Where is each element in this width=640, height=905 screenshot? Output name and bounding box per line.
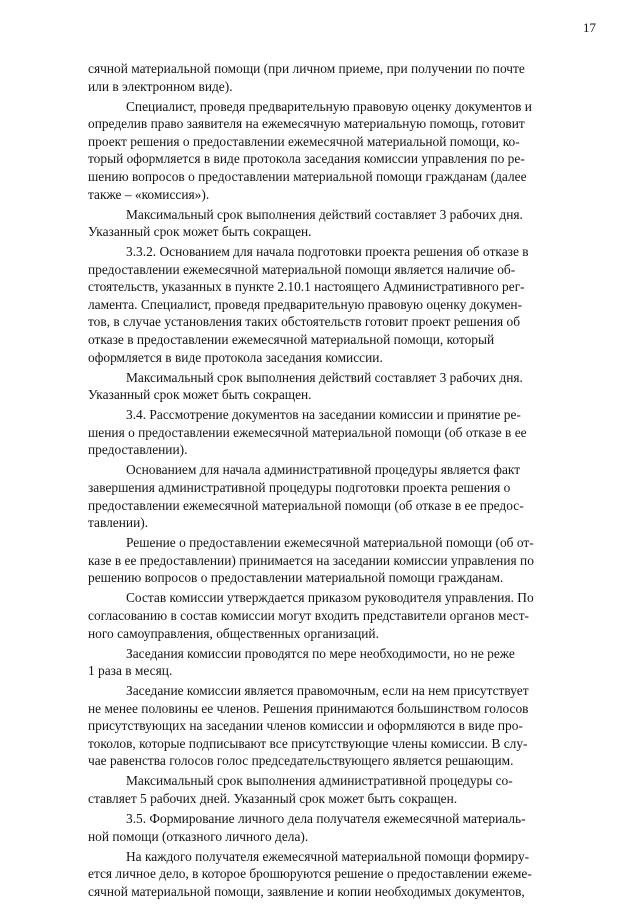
- page-number: 17: [583, 20, 596, 35]
- text-line: 3.5. Формирование личного дела получателя ежемесячной материаль-: [126, 811, 526, 827]
- paragraph: [88, 369, 600, 404]
- text-line: На каждого получателя ежемесячной материальной помощи формиру-: [126, 848, 530, 864]
- text-line: сячной материальной помощи (при личном приеме, при получении по почте: [88, 61, 525, 76]
- text-line: ного самоуправления, общественных организаций.: [88, 625, 379, 641]
- text-line: завершения административной процедуры подготовки проекта решения о: [88, 480, 511, 495]
- text-line: Решение о предоставлении ежемесячной материальной помощи (об от-: [126, 535, 534, 551]
- paragraph: [88, 406, 600, 459]
- text-line: токолов, которые подписывают все присутствующие члены комиссии. В слу-: [88, 735, 528, 751]
- text-line: решению вопросов о предоставлении материальной помощи гражданам.: [88, 570, 504, 586]
- paragraph: [88, 682, 600, 770]
- text-line: согласованию в состав комиссии могут входить представители органов мест-: [88, 607, 530, 623]
- text-line: 1 раза в месяц.: [88, 663, 173, 679]
- paragraph: [88, 534, 600, 587]
- text-line: шения о предоставлении ежемесячной материальной помощи (об отказе в ее: [88, 424, 527, 440]
- text-line: Максимальный срок выполнения административной процедуры со-: [126, 773, 513, 789]
- paragraph: [88, 206, 600, 241]
- text-line: оформляется в виде протокола заседания комиссии.: [88, 349, 383, 365]
- text-line: Указанный срок может быть сокращен.: [88, 224, 312, 240]
- document-body: [88, 60, 600, 903]
- text-line: сячной материальной помощи, заявление и копии необходимых документов,: [88, 883, 525, 899]
- text-line: торый оформляется в виде протокола заседания комиссии управления по ре-: [88, 151, 525, 167]
- text-line: шению вопросов о предоставлении материальной помощи гражданам (далее: [88, 168, 527, 184]
- text-line: Указанный срок может быть сокращен.: [88, 387, 312, 403]
- text-line: предоставлении ежемесячной материальной помощи (об отказе в ее предос-: [88, 497, 524, 513]
- paragraph: [88, 810, 600, 845]
- text-line: тов, в случае установления таких обстоятельств готовит проект решения об: [88, 314, 521, 330]
- text-line: или в электронном виде).: [88, 78, 233, 94]
- text-line: ставляет 5 рабочих дней. Указанный срок может быть сокращен.: [88, 791, 458, 807]
- text-line: отказе в предоставлении ежемесячной материальной помощи, который: [88, 332, 495, 348]
- text-line: Состав комиссии утверждается приказом руководителя управления. По: [126, 590, 534, 606]
- text-line: Максимальный срок выполнения действий составляет 3 рабочих дня.: [126, 369, 523, 385]
- text-line: предоставлении ежемесячной материальной помощи является наличие об-: [88, 261, 516, 277]
- text-line: определив право заявителя на ежемесячную материальную помощь, готовит: [88, 116, 525, 132]
- paragraph: [88, 98, 600, 204]
- text-line: казе в ее предоставлении) принимается на заседании комиссии управления по: [88, 552, 534, 568]
- text-line: Основанием для начала административной процедуры является факт: [126, 462, 521, 478]
- text-line: Заседания комиссии проводятся по мере необходимости, но не реже: [126, 645, 515, 661]
- text-line: Заседание комиссии является правомочным, если на нем присутствует: [126, 683, 529, 699]
- text-line: ется личное дело, в которое брошюруются решение о предоставлении ежеме-: [88, 866, 532, 882]
- text-line: предоставлении).: [88, 442, 188, 458]
- text-line: присутствующих на заседании членов комиссии и оформляются в виде про-: [88, 718, 523, 734]
- text-line: также – «комиссия»).: [88, 186, 210, 202]
- text-line: ной помощи (отказного личного дела).: [88, 828, 309, 844]
- text-line: проект решения о предоставлении ежемесячной материальной помощи, ко-: [88, 133, 520, 149]
- paragraph: [88, 243, 600, 366]
- text-line: тавлении).: [88, 515, 149, 531]
- text-line: 3.3.2. Основанием для начала подготовки проекта решения об отказе в: [126, 244, 529, 260]
- text-line: ламента. Специалист, проведя предварительную правовую оценку докумен-: [88, 296, 523, 312]
- paragraph: [88, 848, 600, 901]
- text-line: чае равенства голосов голос председательствующего является решающим.: [88, 753, 514, 769]
- paragraph: [88, 772, 600, 807]
- paragraph: [88, 589, 600, 642]
- text-line: не менее половины ее членов. Решения принимаются большинством голосов: [88, 700, 529, 716]
- text-line: 3.4. Рассмотрение документов на заседании комиссии и принятие ре-: [126, 407, 521, 423]
- text-line: Максимальный срок выполнения действий составляет 3 рабочих дня.: [126, 206, 523, 222]
- text-line: Специалист, проведя предварительную правовую оценку документов и: [126, 98, 532, 114]
- text-line: стоятельств, указанных в пункте 2.10.1 настоящего Административного рег-: [88, 279, 525, 295]
- paragraph: [88, 645, 600, 680]
- paragraph: [88, 461, 600, 531]
- paragraph: [88, 60, 600, 95]
